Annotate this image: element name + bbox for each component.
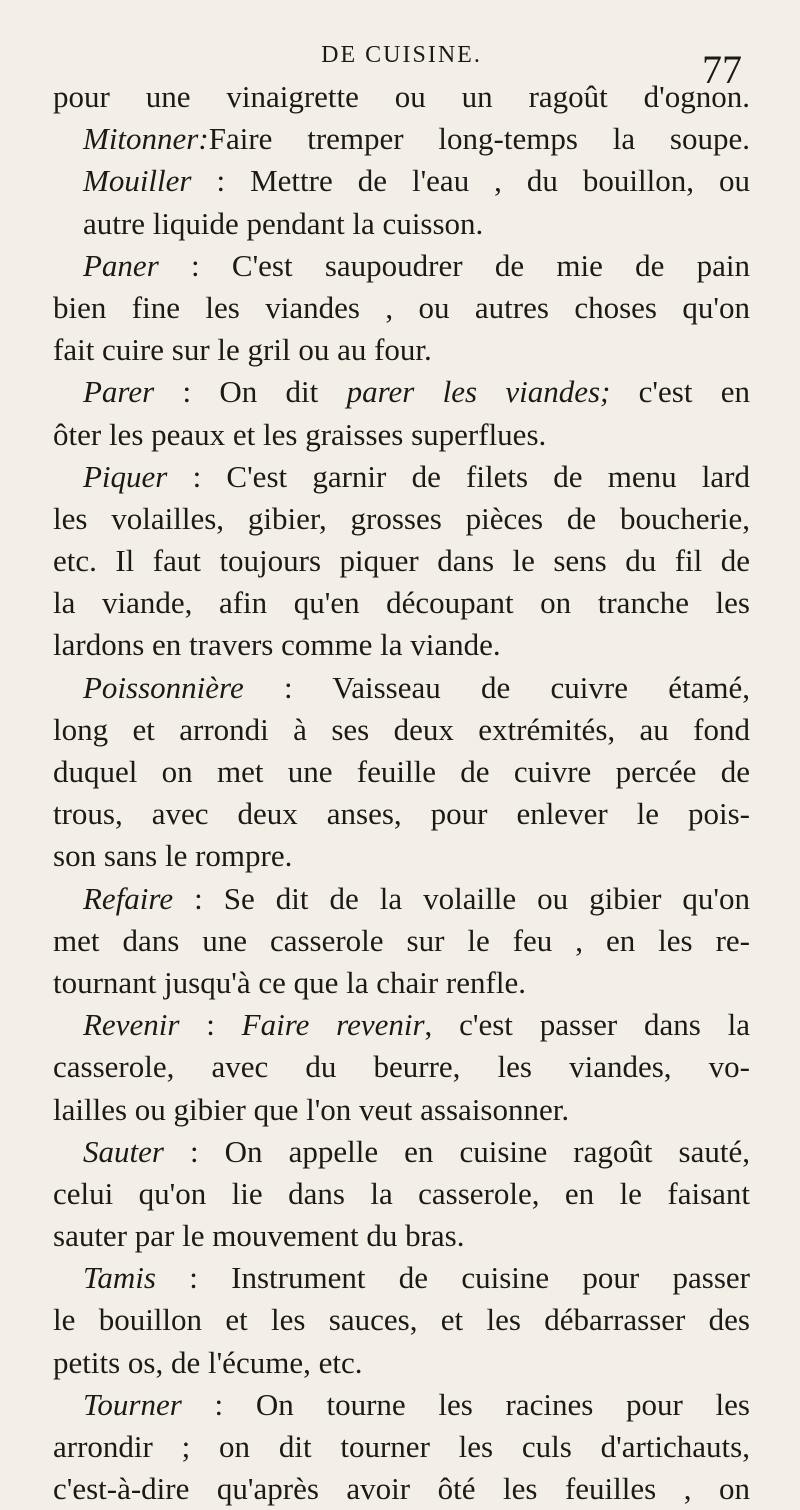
italic-term: Sauter [83, 1133, 164, 1169]
text-run: la viande, afin qu'en découpant on tranche les [53, 585, 750, 621]
text-line [53, 414, 750, 456]
text-run: : Se dit de la volaille ou gibier qu'on [173, 880, 750, 916]
page-number: 77 [702, 47, 742, 92]
text-line [53, 920, 750, 962]
text-line [53, 287, 750, 329]
text-run: met dans une casserole sur le feu , en les re- [53, 922, 750, 958]
text-line [53, 1089, 750, 1131]
italic-term: Faire revenir [241, 1007, 425, 1043]
italic-term: Mitonner: [83, 121, 209, 157]
text-run: son sans le rompre. [53, 838, 293, 874]
body-text [53, 76, 750, 1510]
text-run: bien fine les viandes , ou autres choses qu'on [53, 289, 750, 325]
text-line [53, 76, 750, 118]
text-line [53, 667, 750, 709]
text-line [53, 1215, 750, 1257]
text-line [53, 1342, 750, 1384]
text-run: : Mettre de l'eau , du bouillon, ou [191, 163, 750, 199]
text-line [53, 456, 750, 498]
text-run: : [179, 1007, 242, 1043]
text-run: Faire tremper long-temps la soupe. [208, 121, 750, 157]
text-line [53, 498, 750, 540]
text-run: lardons en travers comme la viande. [53, 627, 501, 663]
text-run: petits os, de l'écume, etc. [53, 1344, 363, 1380]
text-run: celui qu'on lie dans la casserole, en le faisant [53, 1175, 750, 1211]
text-line [53, 878, 750, 920]
text-line [53, 709, 750, 751]
text-run: pour une vinaigrette ou un ragoût d'ognon. [53, 79, 750, 114]
text-line [53, 245, 750, 287]
text-run: c'est en [610, 374, 750, 410]
text-line [53, 835, 750, 877]
text-run: ôter les peaux et les graisses superflues. [53, 416, 547, 452]
italic-term: Mouiller [83, 163, 192, 199]
text-run: le bouillon et les sauces, et les débarrasser des [53, 1302, 750, 1338]
text-run: : C'est saupoudrer de mie de pain [158, 247, 750, 283]
running-title: DE CUISINE. [321, 42, 482, 68]
italic-term: Revenir [83, 1007, 180, 1043]
text-line [53, 203, 750, 245]
text-run: tournant jusqu'à ce que la chair renfle. [53, 964, 526, 1000]
text-run: : On dit [154, 374, 347, 410]
text-run: : Vaisseau de cuivre étamé, [243, 669, 750, 705]
running-head [53, 0, 750, 92]
text-line [53, 962, 750, 1004]
text-run: : Instrument de cuisine pour passer [155, 1260, 750, 1296]
italic-term: Parer [83, 374, 155, 410]
italic-term: Tamis [83, 1260, 156, 1296]
text-run: : On tourne les racines pour les [181, 1386, 750, 1422]
text-line [53, 793, 750, 835]
text-run: , c'est passer dans la [424, 1007, 750, 1043]
text-run: casserole, avec du beurre, les viandes, vo- [53, 1049, 750, 1085]
text-line [53, 540, 750, 582]
text-line [53, 1257, 750, 1299]
text-run: : C'est garnir de filets de menu lard [167, 458, 750, 494]
text-line [53, 1131, 750, 1173]
text-run: long et arrondi à ses deux extrémités, au fond [53, 711, 750, 747]
text-line [53, 1299, 750, 1341]
text-line [53, 329, 750, 371]
text-line [53, 118, 750, 160]
italic-term: Tourner [83, 1386, 182, 1422]
text-run: fait cuire sur le gril ou au four. [53, 332, 432, 368]
text-run: autre liquide pendant la cuisson. [83, 205, 484, 241]
text-run: les volailles, gibier, grosses pièces de boucherie, [53, 500, 750, 536]
text-run: etc. Il faut toujours piquer dans le sens du fil de [53, 543, 750, 579]
text-line [53, 1468, 750, 1510]
text-run: duquel on met une feuille de cuivre percée de [53, 754, 750, 789]
text-line [53, 1173, 750, 1215]
text-line [53, 1046, 750, 1088]
italic-term: Piquer [83, 458, 168, 494]
text-line [53, 1426, 750, 1468]
text-line [53, 1384, 750, 1426]
text-line [53, 371, 750, 413]
text-line [53, 160, 750, 202]
text-run: lailles ou gibier que l'on veut assaisonner. [53, 1091, 570, 1127]
text-run: c'est-à-dire qu'après avoir ôté les feuilles , on [53, 1471, 750, 1507]
text-line [53, 582, 750, 624]
text-run: sauter par le mouvement du bras. [53, 1218, 465, 1254]
italic-term: Poissonnière [83, 669, 244, 705]
text-run: : On appelle en cuisine ragoût sauté, [163, 1133, 750, 1169]
text-run: trous, avec deux anses, pour enlever le pois- [53, 796, 750, 832]
text-run: arrondir ; on dit tourner les culs d'artichauts, [53, 1429, 750, 1464]
italic-term: Paner [83, 247, 159, 283]
text-line [53, 624, 750, 666]
italic-term: parer les viandes; [346, 374, 611, 410]
text-line [53, 1004, 750, 1046]
text-line [53, 751, 750, 793]
italic-term: Refaire [83, 880, 174, 916]
